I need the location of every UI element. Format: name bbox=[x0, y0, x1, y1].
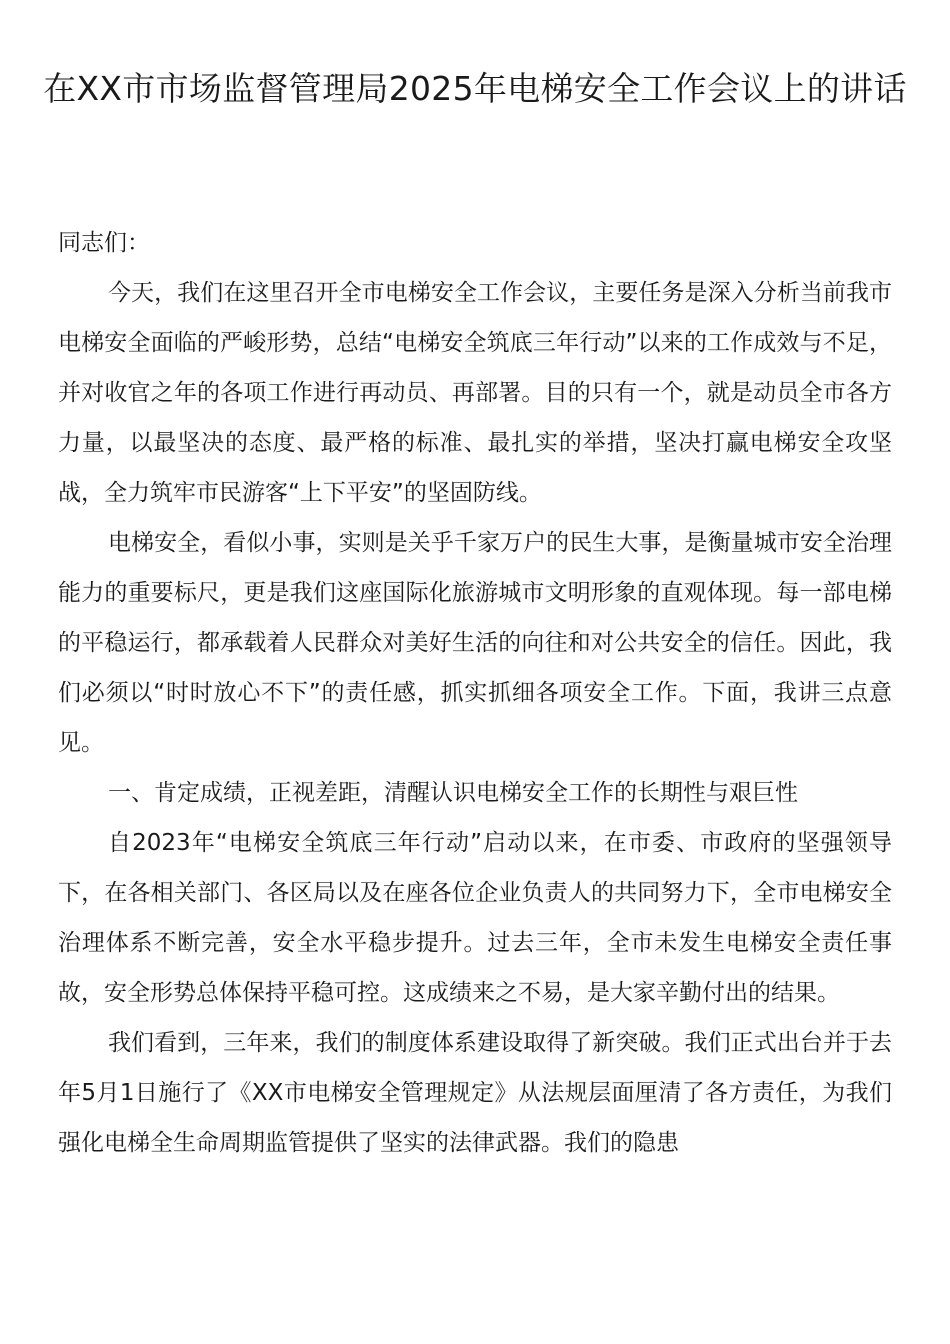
salutation: 同志们： bbox=[58, 230, 150, 256]
paragraph-opening: 今天，我们在这里召开全市电梯安全工作会议，主要任务是深入分析当前我市电梯安全面临的严峻形势，总结“电梯安全筑底三年行动”以来的工作成效与不足，并对收官之年的各项工作进行再动员、再部署。目的只有一个，就是动员全市各方力量，以最坚决的态度、最严格的标准、最扎实的举措，坚决打赢电梯安全攻坚战，全力筑牢市民游客“上下平安”的坚固防线。 bbox=[58, 280, 892, 506]
document-title: 在XX市市场监督管理局2025年电梯安全工作会议上的讲话 bbox=[43, 69, 907, 108]
section-heading-1: 一、肯定成绩，正视差距，清醒认识电梯安全工作的长期性与艰巨性 bbox=[108, 780, 798, 806]
document-body bbox=[58, 218, 892, 1168]
paragraph-significance: 电梯安全，看似小事，实则是关乎千家万户的民生大事，是衡量城市安全治理能力的重要标尺，更是我们这座国际化旅游城市文明形象的直观体现。每一部电梯的平稳运行，都承载着人民群众对美好生活的向往和对公共安全的信任。因此，我们必须以“时时放心不下”的责任感，抓实抓细各项安全工作。下面，我讲三点意见。 bbox=[58, 530, 892, 756]
paragraph-institutional-progress: 我们看到，三年来，我们的制度体系建设取得了新突破。我们正式出台并于去年5月1日施行了《XX市电梯安全管理规定》从法规层面厘清了各方责任，为我们强化电梯全生命周期监管提供了坚实的法律武器。我们的隐患 bbox=[58, 1030, 892, 1156]
paragraph-achievements: 自2023年“电梯安全筑底三年行动”启动以来，在市委、市政府的坚强领导下，在各相关部门、各区局以及在座各位企业负责人的共同努力下，全市电梯安全治理体系不断完善，安全水平稳步提升。过去三年，全市未发生电梯安全责任事故，安全形势总体保持平稳可控。这成绩来之不易，是大家辛勤付出的结果。 bbox=[58, 830, 892, 1006]
